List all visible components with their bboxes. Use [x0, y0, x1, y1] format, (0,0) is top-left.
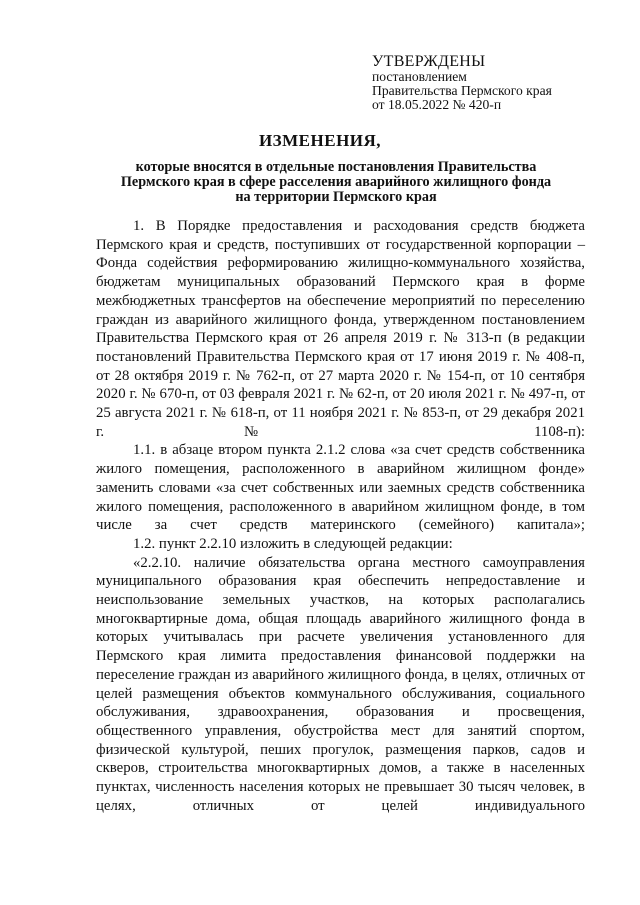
document-title: ИЗМЕНЕНИЯ,: [258, 131, 382, 150]
approval-heading: УТВЕРЖДЕНЫ: [372, 53, 486, 70]
subtitle-line: Пермского края в сфере расселения аварийного жилищного фонда: [120, 174, 552, 190]
approval-stamp: [372, 53, 552, 112]
approval-line: Правительства Пермского края: [372, 83, 552, 98]
approval-date: от 18.05.2022 № 420-п: [372, 97, 502, 112]
subtitle-line: на территории Пермского края: [235, 189, 437, 205]
document-body: [96, 217, 585, 816]
paragraph-1-1: 1.1. в абзаце втором пункта 2.1.2 слова «за счет средств собственника жилого помещения, расположенного в аварийном жилищном фонде» заменить словами «за счет собственных или заемных средств собственника жилого помещения, расположенного в аварийном жилищном фонде, в том числе за счет средств материнского (семейного) капитала»;: [96, 442, 585, 534]
paragraph-2-2-10: «2.2.10. наличие обязательства органа местного самоуправления муниципального образования края обеспечить непредоставление и неиспользование земельных участков, на которых располагались многоквартирные дома, общая площадь аварийного жилищного фонда в которых учитывалась при расчете увеличения установленного для Пермского края лимита предоставления финансовой поддержки на переселение граждан из аварийного жилищного фонда, в целях, отличных от целей размещения объектов коммунального обслуживания, социального обслуживания, здравоохранения, образования и просвещения, общественного управления, обустройства мест для занятий спортом, физической культурой, пеших прогулок, размещения парков, садов и скверов, строительства многоквартирных домов, а также в населенных пунктах, численность населения которых не превышает 30 тысяч человек, в целях, отличных от целей индивидуального: [96, 554, 585, 814]
approval-line: постановлением: [372, 69, 467, 84]
subtitle-line: которые вносятся в отдельные постановления Правительства: [135, 159, 537, 175]
document-subtitle: [96, 160, 576, 205]
paragraph-1: 1. В Порядке предоставления и расходования средств бюджета Пермского края и средств, поступивших от государственной корпорации – Фонда содействия реформированию жилищно-коммунального хозяйства, бюджетам муниципальных образований Пермского края в форме межбюджетных трансфертов на обеспечение мероприятий по переселению граждан из аварийного жилищного фонда, утвержденном постановлением Правительства Пермского края от 26 апреля 2019 г. № 313-п (в редакции постановлений Правительства Пермского края от 17 июня 2019 г. № 408-п, от 28 октября 2019 г. № 762-п, от 27 марта 2020 г. № 154-п, от 10 сентября 2020 г. № 670-п, от 03 февраля 2021 г. № 62-п, от 20 июля 2021 г. № 497-п, от 25 августа 2021 г. № 618-п, от 11 ноября 2021 г. № 853-п, от 29 декабря 2021 г. № 1108-п):: [96, 218, 585, 440]
paragraph-1-2: 1.2. пункт 2.2.10 изложить в следующей редакции:: [133, 535, 453, 552]
